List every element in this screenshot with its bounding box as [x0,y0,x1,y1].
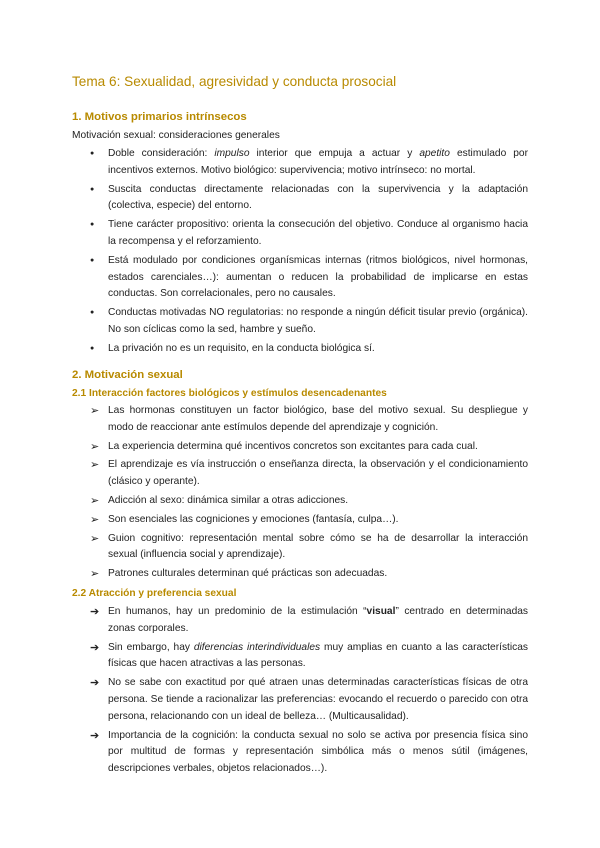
bullet-icon [90,146,104,164]
section-2-heading: 2. Motivación sexual [72,369,183,381]
list-item: ● La privación no es un requisito, en la conducta biológica sí. [90,341,528,358]
list-item: ➔ No se sabe con exactitud por qué atraen unas determinadas características físicas de otra persona. Se tiende a racionalizar las preferencias: evocando el recuerdo o parecido con otra persona, relacionando con un ideal de belleza… (Multicausalidad). [90,675,528,725]
list-item: ➢ Guion cognitivo: representación mental sobre cómo se ha de desarrollar la interacción sexual (influencia social y aprendizaje). [90,531,528,565]
bullet-icon [90,182,104,200]
list-item: ● Doble consideración: impulso interior que empuja a actuar y apetito estimulado por incentivos externos. Motivo biológico: supervivencia; motivo intrínseco: no mortal. [90,146,528,180]
list-item: ➔ En humanos, hay un predominio de la estimulación “visual” centrado en determinadas zonas corporales. [90,604,528,638]
list-item: ➢ Adicción al sexo: dinámica similar a otras adicciones. [90,493,528,510]
list-item: ➔ Importancia de la cognición: la conducta sexual no solo se activa por presencia física sino por multitud de formas y representación simbólica más o menos sútil (imágenes, descripciones verbales, objetos relacionados…). [90,728,528,778]
list-item: ● Suscita conductas directamente relacionadas con la supervivencia y la adaptación (colectiva, especie) del entorno. [90,182,528,216]
arrowhead-icon [90,512,104,530]
subsection-2-2-heading: 2.2 Atracción y preferencia sexual [72,588,237,599]
list-item: ➢ Las hormonas constituyen un factor biológico, base del motivo sexual. Su despliegue y modo de reaccionar ante estímulos depende del aprendizaje y cognición. [90,403,528,437]
section-1-bullet-list [90,146,528,360]
arrow-right-icon [90,640,104,658]
arrowhead-icon [90,566,104,584]
list-item: ➢ El aprendizaje es vía instrucción o enseñanza directa, la observación y el condicionamiento (clásico y operante). [90,457,528,491]
subsection-2-1-list [90,403,528,585]
list-item: ● Conductas motivadas NO regulatorias: no responde a ningún déficit tisular previo (orgánica). No son cíclicas como la sed, hambre y sueño. [90,305,528,339]
section-1-heading: 1. Motivos primarios intrínsecos [72,111,247,123]
list-item: ● Está modulado por condiciones organísmicas internas (ritmos biológicos, nivel hormonas, estados carenciales…): aumentan o reducen la probabilidad de implicarse en estas conductas. Son correlacionales, pero no causales. [90,253,528,303]
bullet-icon [90,305,104,323]
arrow-right-icon [90,675,104,693]
arrowhead-icon [90,439,104,457]
list-item: ➔ Sin embargo, hay diferencias interindividuales muy amplias en cuanto a las características físicas que hacen atractivas a las personas. [90,640,528,674]
arrow-right-icon [90,604,104,622]
section-1-intro: Motivación sexual: consideraciones generales [72,130,280,141]
subsection-2-1-heading: 2.1 Interacción factores biológicos y estímulos desencadenantes [72,388,387,399]
document-title: Tema 6: Sexualidad, agresividad y conducta prosocial [72,74,397,89]
subsection-2-2-list [90,604,528,780]
list-item: ➢ Patrones culturales determinan qué prácticas son adecuadas. [90,566,528,583]
arrowhead-icon [90,531,104,549]
list-item: ➢ La experiencia determina qué incentivos concretos son excitantes para cada cual. [90,439,528,456]
bullet-icon [90,217,104,235]
arrowhead-icon [90,493,104,511]
arrowhead-icon [90,457,104,475]
arrowhead-icon [90,403,104,421]
arrow-right-icon [90,728,104,746]
list-item: ➢ Son esenciales las cogniciones y emociones (fantasía, culpa…). [90,512,528,529]
bullet-icon [90,341,104,359]
list-item: ● Tiene carácter propositivo: orienta la consecución del objetivo. Conduce al organismo hacia la recompensa y el reforzamiento. [90,217,528,251]
bullet-icon [90,253,104,271]
